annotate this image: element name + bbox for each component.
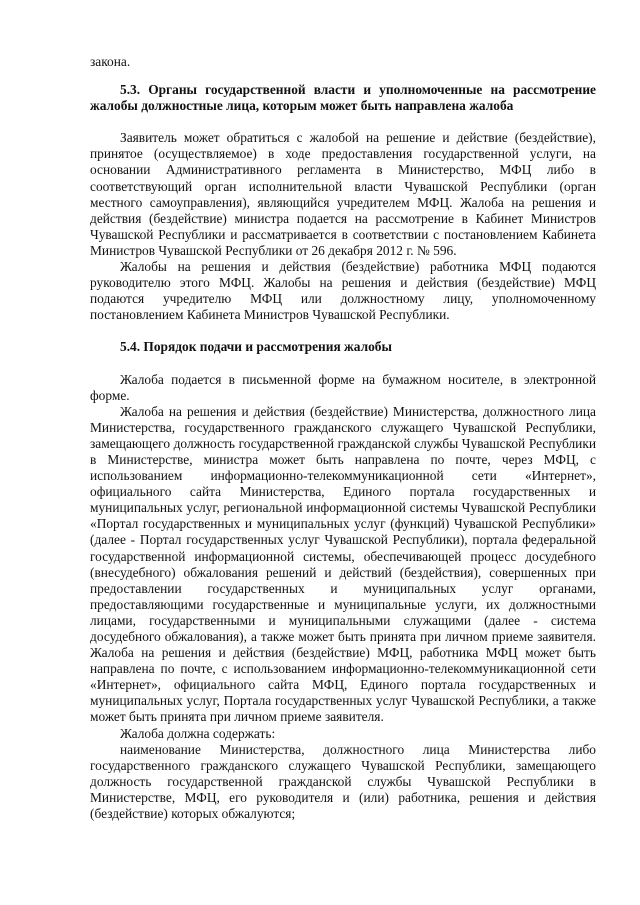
spacer [90, 323, 596, 339]
section-5-3-heading: 5.3. Органы государственной власти и уполномоченные на рассмотрение жалобы должностные лица, которым может быть направлена жалоба [90, 82, 596, 114]
section-5-4-paragraph: Жалоба должна содержать: [120, 725, 276, 741]
spacer [90, 356, 596, 372]
spacer [90, 70, 596, 82]
section-5-4-paragraph: Жалоба подается в письменной форме на бумажном носителе, в электронной форме. [90, 371, 596, 403]
document-page [90, 54, 596, 822]
intro-fragment: закона. [90, 54, 131, 69]
section-5-3-paragraph: Жалобы на решения и действия (бездействие) работника МФЦ подаются руководителю этого МФЦ. Жалобы на решения и действия (бездействие) МФЦ подаются учредителю МФЦ или должностному лицу, уполномоченному постановлением Кабинета Министров Чувашской Республики. [90, 259, 596, 323]
section-5-4-paragraph: наименование Министерства, должностного лица Министерства либо государственного гражданского служащего Чувашской Республики, замещающего должность государственной гражданской службы Чувашской Республики в Министерстве, МФЦ, его руководителя и (или) работника, решения и действия (бездействие) которых обжалуются; [90, 741, 596, 822]
section-5-4-paragraph: Жалоба на решения и действия (бездействие) Министерства, должностного лица Министерства, государственного гражданского служащего Чувашской Республики, замещающего должность государственной гражданской службы Чувашской Республики в Министерстве, министра может быть направлена по почте, через МФЦ, с использованием информационно-телекоммуникационной сети «Интернет», официального сайта Министерства, Единого портала государственных и муниципальных услуг, региональной информационной системы Чувашской Республики «Портал государственных и муниципальных услуг (функций) Чувашской Республики» (далее - Портал государственных услуг Чувашской Республики), портала федеральной государственной информационной системы, обеспечивающей процесс досудебного (внесудебного) обжалования решений и действий (бездействия), совершенных при предоставлении государственных и муниципальных услуг органами, предоставляющими государственные и муниципальные услуги, их должностными лицами, государственными и муниципальными служащими (далее - система досудебного обжалования), а также может быть принята при личном приеме заявителя. Жалоба на решения и действия (бездействие) МФЦ, работника МФЦ может быть направлена по почте, с использованием информационно-телекоммуникационной сети «Интернет», официального сайта МФЦ, Единого портала государственных и муниципальных услуг, Портала государственных услуг Чувашской Республики, а также может быть принята при личном приеме заявителя. [90, 403, 596, 725]
section-5-3-paragraph: Заявитель может обратиться с жалобой на решение и действие (бездействие), принятое (осуществляемое) в ходе предоставления государственной услуги, на основании Административного регламента в Министерство, МФЦ либо в соответствующий орган исполнительной власти Чувашской Республики (орган местного самоуправления), являющийся учредителем МФЦ. Жалоба на решения и действия (бездействие) министра подается на рассмотрение в Кабинет Министров Чувашской Республики и рассматривается в соответствии с постановлением Кабинета Министров Чувашской Республики от 26 декабря 2012 г. № 596. [90, 130, 596, 258]
section-5-4-heading: 5.4. Порядок подачи и рассмотрения жалобы [120, 339, 392, 355]
spacer [90, 114, 596, 130]
